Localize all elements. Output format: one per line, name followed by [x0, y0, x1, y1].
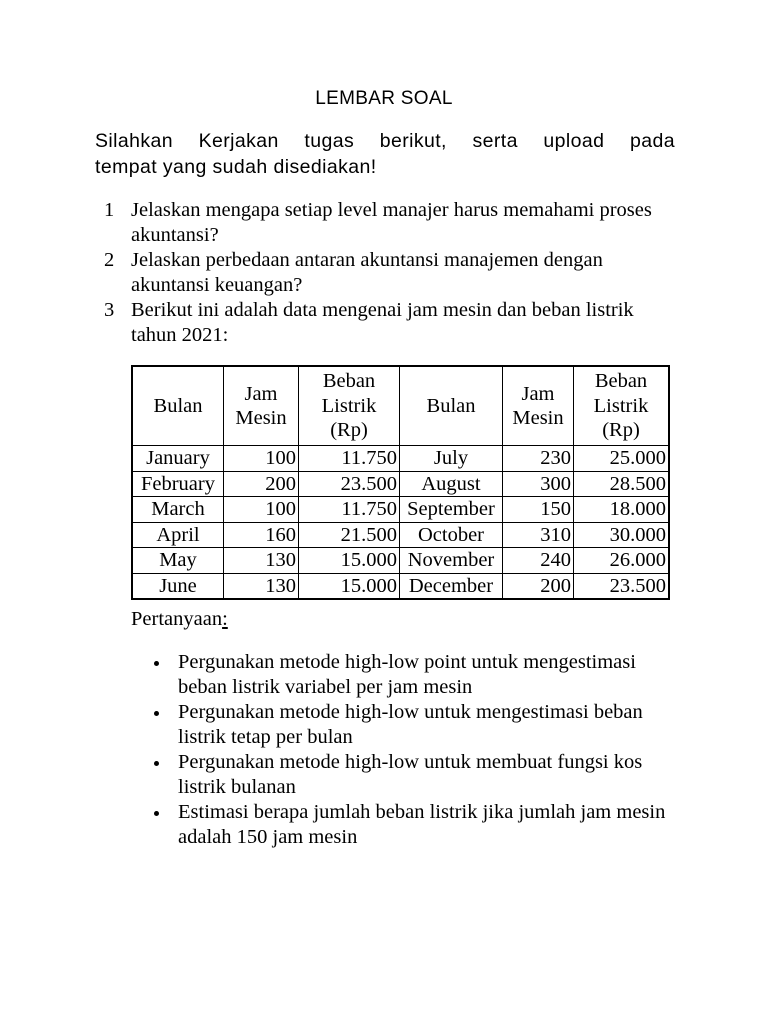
- list-item: [152, 750, 742, 800]
- cost-cell: 11.750: [299, 446, 400, 472]
- cost-cell: 30.000: [574, 522, 670, 548]
- data-table: [131, 365, 670, 600]
- month-cell: January: [132, 446, 224, 472]
- bullet-line: Estimasi berapa jumlah beban listrik jika jumlah jam mesin: [178, 801, 666, 823]
- bullet-icon: [154, 661, 159, 666]
- hours-cell: 310: [503, 522, 574, 548]
- question-number: 2: [104, 249, 115, 271]
- list-item: [152, 700, 742, 750]
- header-line: Mesin: [512, 407, 564, 429]
- pertanyaan-colon: :: [222, 608, 228, 630]
- question-item: [104, 248, 744, 298]
- bullet-line: Pergunakan metode high-low point untuk mengestimasi: [178, 651, 636, 673]
- cost-cell: 28.500: [574, 471, 670, 497]
- header-line: Listrik: [321, 394, 377, 417]
- question-line: Berikut ini adalah data mengenai jam mesin dan beban listrik: [131, 299, 634, 321]
- header-jam-mesin: [503, 366, 574, 446]
- pertanyaan-label: Pertanyaan: [131, 608, 223, 630]
- table-row: [132, 548, 669, 574]
- hours-cell: 300: [503, 471, 574, 497]
- table-row: [132, 573, 669, 599]
- table-row: [132, 497, 669, 523]
- question-line: akuntansi keuangan?: [131, 274, 303, 296]
- month-cell: December: [400, 573, 503, 599]
- month-cell: March: [132, 497, 224, 523]
- header-line: (Rp): [330, 419, 368, 442]
- header-line: Mesin: [235, 407, 287, 429]
- question-line: tahun 2021:: [131, 324, 229, 346]
- cost-cell: 21.500: [299, 522, 400, 548]
- month-cell: February: [132, 471, 224, 497]
- cost-cell: 18.000: [574, 497, 670, 523]
- bullet-icon: [154, 761, 159, 766]
- header-bulan: Bulan: [132, 366, 224, 446]
- header-line: (Rp): [602, 419, 640, 442]
- header-line: Beban: [594, 370, 648, 393]
- month-cell: June: [132, 573, 224, 599]
- month-cell: November: [400, 548, 503, 574]
- bullet-line: adalah 150 jam mesin: [178, 826, 358, 848]
- cost-cell: 26.000: [574, 548, 670, 574]
- header-jam-mesin: [224, 366, 299, 446]
- bullet-icon: [154, 811, 159, 816]
- pertanyaan-heading: [131, 608, 228, 631]
- hours-cell: 100: [224, 446, 299, 472]
- hours-cell: 130: [224, 548, 299, 574]
- bullet-line: beban listrik variabel per jam mesin: [178, 676, 473, 698]
- instruction-line-2: tempat yang sudah disediakan!: [95, 156, 377, 178]
- hours-cell: 150: [503, 497, 574, 523]
- hours-cell: 230: [503, 446, 574, 472]
- hours-cell: 200: [224, 471, 299, 497]
- question-line: Jelaskan mengapa setiap level manajer harus memahami proses: [131, 199, 652, 221]
- month-cell: October: [400, 522, 503, 548]
- header-bulan: Bulan: [400, 366, 503, 446]
- hours-cell: 160: [224, 522, 299, 548]
- question-line: akuntansi?: [131, 224, 219, 246]
- header-line: Listrik: [593, 394, 649, 417]
- hours-cell: 240: [503, 548, 574, 574]
- list-item: [152, 650, 742, 700]
- hours-cell: 130: [224, 573, 299, 599]
- cost-cell: 15.000: [299, 548, 400, 574]
- question-list: [104, 198, 744, 348]
- cost-cell: 15.000: [299, 573, 400, 599]
- cost-cell: 23.500: [299, 471, 400, 497]
- month-cell: September: [400, 497, 503, 523]
- header-beban-listrik: [574, 366, 670, 446]
- list-item: [152, 800, 742, 850]
- table-row: [132, 471, 669, 497]
- question-number: 1: [104, 199, 115, 221]
- header-line: Jam: [521, 382, 555, 405]
- hours-cell: 200: [503, 573, 574, 599]
- question-number: 3: [104, 299, 115, 321]
- page-title: LEMBAR SOAL: [315, 88, 453, 109]
- bullet-line: Pergunakan metode high-low untuk mengestimasi beban: [178, 701, 643, 723]
- table-row: [132, 522, 669, 548]
- table-header-row: [132, 366, 669, 446]
- instruction-text: [95, 128, 675, 180]
- month-cell: July: [400, 446, 503, 472]
- cost-cell: 23.500: [574, 573, 670, 599]
- instruction-line-1: Silahkan Kerjakan tugas berikut, serta upload pada: [95, 130, 675, 152]
- bullet-line: listrik tetap per bulan: [178, 726, 353, 748]
- header-line: Jam: [244, 382, 278, 405]
- question-item: [104, 298, 744, 348]
- header-line: Beban: [322, 370, 376, 393]
- month-cell: May: [132, 548, 224, 574]
- question-item: [104, 198, 744, 248]
- header-beban-listrik: [299, 366, 400, 446]
- hours-cell: 100: [224, 497, 299, 523]
- bullet-icon: [154, 711, 159, 716]
- bullet-list: [152, 650, 742, 850]
- question-line: Jelaskan perbedaan antaran akuntansi manajemen dengan: [131, 249, 603, 271]
- month-cell: April: [132, 522, 224, 548]
- month-cell: August: [400, 471, 503, 497]
- bullet-line: Pergunakan metode high-low untuk membuat fungsi kos: [178, 751, 643, 773]
- cost-cell: 25.000: [574, 446, 670, 472]
- bullet-line: listrik bulanan: [178, 776, 296, 798]
- cost-cell: 11.750: [299, 497, 400, 523]
- table-row: [132, 446, 669, 472]
